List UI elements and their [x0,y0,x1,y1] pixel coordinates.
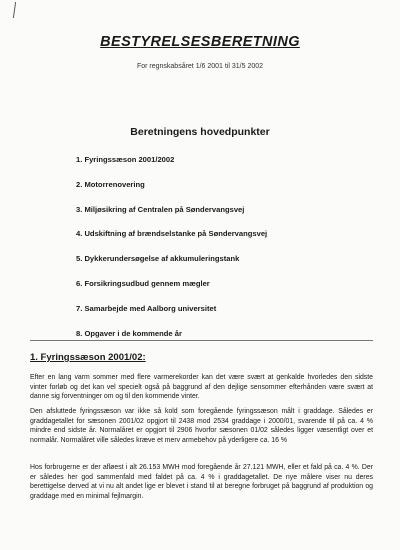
highlights-item: 6. Forsikringsudbud gennem mægler [76,278,210,288]
highlights-item: 5. Dykkerundersøgelse af akkumuleringstank [76,254,240,264]
highlights-item: 3. Miljøsikring af Centralen på Søndervangsvej [76,204,245,214]
highlights-item: 4. Udskiftning af brændselstanke på Søndervangsvej [76,229,268,239]
handwritten-margin-mark [13,2,22,18]
highlights-item: 7. Samarbejde med Aalborg universitet [76,303,217,313]
highlights-item: 1. Fyringssæson 2001/2002 [76,155,175,164]
document-title: BESTYRELSESBERETNING [100,34,300,50]
highlights-heading: Beretningens hovedpunkter [130,126,270,138]
body-paragraph: Efter en lang varm sommer med flere varmerekorder kan det være svært at genkalde hvorledes den sidste vinter forløb og det kan vel specielt også på baggrund af den dejlige sensommer efterhånden være svært at danne sig forventninger om og til den kommende vinter. [30,374,373,401]
body-paragraph: Den afsluttede fyringssæson var ikke så kold som foregående fyringssæson målt i graddage. Således er graddagetallet for sæsonen 2001/02 opgjort til 2438 mod 2534 graddage i 2000/01, svarende til på ca. 4 % mindre end sidste år. Normalåret er opgjort til 2906 hvorfor sæsonen 01/02 således ligger væsentligt over et normalår. Normalåret ville således kræve et merv armebehov på yderligere ca. 16 % [30,408,373,444]
body-paragraph: Hos forbrugerne er der afløest i alt 26.153 MWH mod foregående år 27.121 MWH, eller et fald på ca. 4 %. Der er således her god sammenfald med faldet på ca. 4 % i graddagetallet. De nye målere viser nu deres berettigelse derved at vi nu alt andet lige er blevet i stand til at beregne forbruget på baggrund af produktion og graddage med en minimal fejlmargin. [30,464,373,500]
highlights-list [76,155,267,353]
section-heading: 1. Fyringssæson 2001/02: [30,352,146,363]
document-subtitle: For regnskabsåret 1/6 2001 til 31/5 2002 [136,63,264,70]
highlights-item: 8. Opgaver i de kommende år [76,328,182,338]
section-divider [30,340,373,341]
highlights-item: 2. Motorrenovering [76,179,145,189]
